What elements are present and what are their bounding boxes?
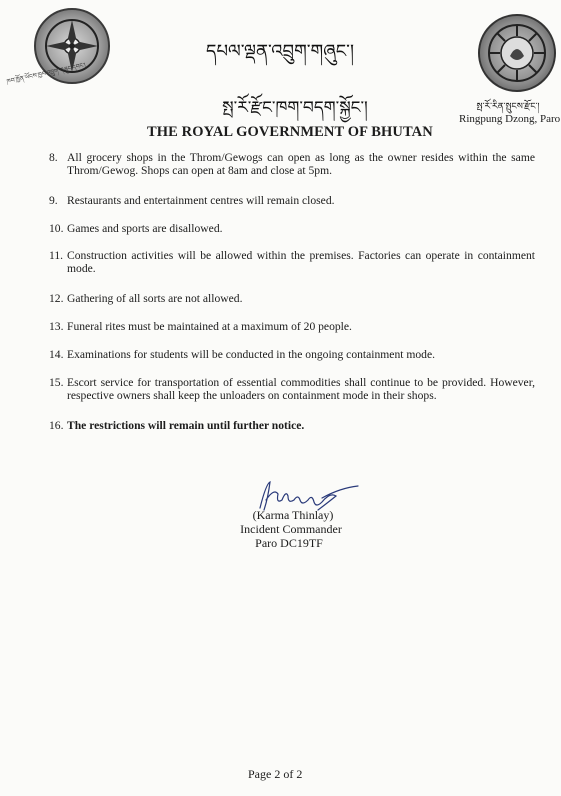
list-item bbox=[49, 249, 535, 276]
list-item bbox=[49, 320, 535, 333]
list-item bbox=[49, 292, 535, 305]
item-number: 11. bbox=[49, 249, 64, 262]
item-text: Gathering of all sorts are not allowed. bbox=[67, 292, 243, 305]
item-number: 15. bbox=[49, 376, 64, 389]
tibetan-heading-line1: དཔལ་ལྡན་འབྲུག་གཞུང་། bbox=[206, 41, 354, 62]
item-number: 13. bbox=[49, 320, 64, 333]
item-number: 12. bbox=[49, 292, 64, 305]
list-item bbox=[49, 419, 535, 432]
tibetan-heading-line2: སྤ་རོ་རྫོང་ཁག་བདག་སྐྱོང་། bbox=[222, 98, 368, 118]
signatory-title: Incident Commander bbox=[240, 522, 342, 536]
item-text: All grocery shops in the Throm/Gewogs can open as long as the owner resides within the same Throm/Gewog. Shops can open at 8am and close at 5pm. bbox=[67, 151, 535, 178]
item-text: Funeral rites must be maintained at a maximum of 20 people. bbox=[67, 320, 352, 333]
dzong-label: Ringpung Dzong, Paro bbox=[459, 113, 561, 125]
item-number: 8. bbox=[49, 151, 58, 164]
list-item bbox=[49, 194, 535, 207]
item-text: Examinations for students will be conducted in the ongoing containment mode. bbox=[67, 348, 436, 361]
item-text: The restrictions will remain until further notice. bbox=[67, 419, 305, 432]
left-seal-arc-text: ཁབ་ཁྱོན་ཡོངས་ཁྱབ་འབྲུག་གཞུང་དབང་། bbox=[6, 61, 87, 86]
item-number: 9. bbox=[49, 194, 58, 207]
dharma-wheel-icon bbox=[486, 22, 548, 84]
item-number: 16. bbox=[49, 419, 64, 432]
item-text: Escort service for transportation of essential commodities shall continue to be provided. However, respective owners shall keep the unloaders on containment mode in their shops. bbox=[67, 376, 535, 403]
page-number: Page 2 of 2 bbox=[248, 767, 303, 781]
list-item bbox=[49, 151, 535, 178]
item-text: Games and sports are disallowed. bbox=[67, 222, 223, 235]
signatory-name: (Karma Thinlay) bbox=[252, 508, 334, 522]
government-title: THE ROYAL GOVERNMENT OF BHUTAN bbox=[147, 124, 433, 140]
list-item bbox=[49, 222, 535, 235]
right-seal-caption: སྤ་རོ་རིན་སྤུངས་རྫོང་། bbox=[476, 102, 540, 112]
signatory-unit: Paro DC19TF bbox=[255, 536, 323, 550]
item-text: Construction activities will be allowed within the premises. Factories can operate in containment mode. bbox=[67, 249, 535, 276]
dzongkhag-seal bbox=[478, 14, 556, 92]
list-item bbox=[49, 376, 535, 403]
item-number: 10. bbox=[49, 222, 64, 235]
list-item bbox=[49, 348, 535, 361]
item-text: Restaurants and entertainment centres will remain closed. bbox=[67, 194, 335, 207]
item-number: 14. bbox=[49, 348, 64, 361]
